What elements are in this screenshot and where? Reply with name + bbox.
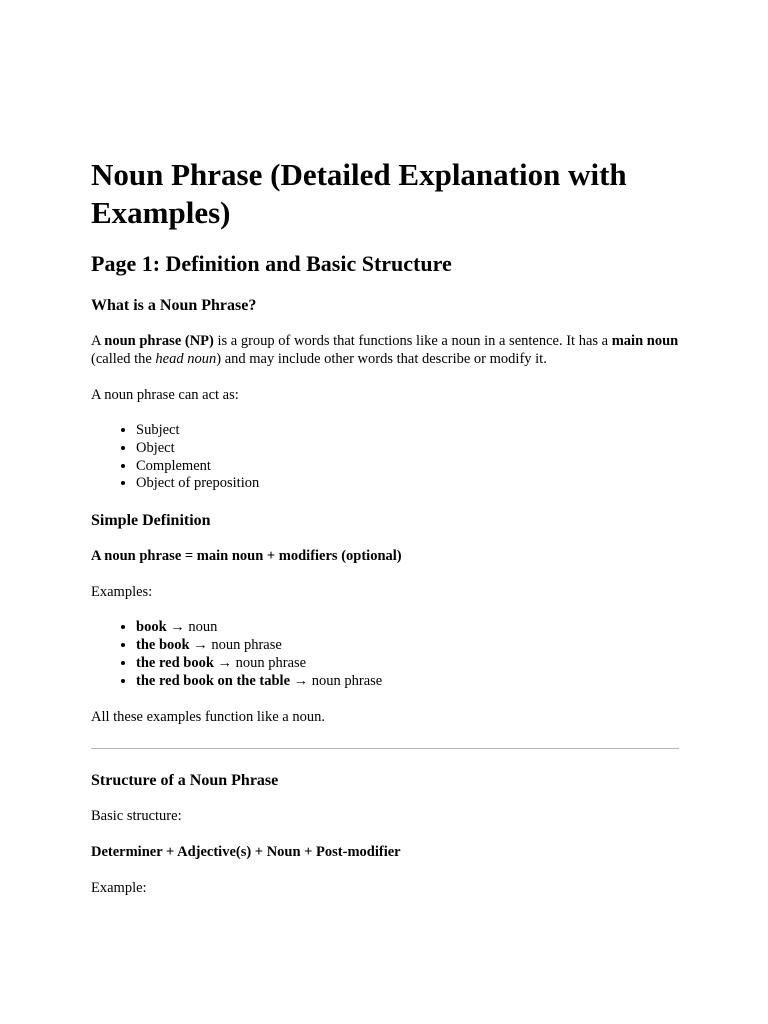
list-item <box>136 655 679 673</box>
example-phrase: the red book <box>136 654 214 671</box>
text-run: (called the <box>91 351 156 367</box>
roles-list <box>91 422 679 493</box>
section-heading-simple-definition: Simple Definition <box>91 512 211 530</box>
examples-note: All these examples function like a noun. <box>91 709 325 726</box>
bold-term-main-noun: main noun <box>611 333 679 349</box>
document-title: Noun Phrase (Detailed Explanation with Examples) <box>91 157 627 230</box>
section-heading-structure: Structure of a Noun Phrase <box>91 772 279 790</box>
example-label: Example: <box>91 880 147 897</box>
formula-text: noun phrase = main noun + modifiers (optional) <box>104 548 402 565</box>
example-type: → noun phrase <box>189 636 282 653</box>
section-divider <box>91 748 679 749</box>
example-phrase: the red book on the table <box>136 672 291 689</box>
list-item <box>136 673 679 691</box>
example-phrase: the book <box>136 636 190 653</box>
document-content <box>91 156 679 915</box>
roles-intro: A noun phrase can act as: <box>91 387 239 403</box>
example-phrase: book <box>136 619 167 636</box>
formula-line <box>91 547 679 565</box>
formula-text: Determiner + Adjective(s) + Noun + Post-modifier <box>91 844 401 861</box>
text-run: ) and may include other words that describe or modify it. <box>216 351 547 367</box>
list-item: • Object <box>136 440 679 458</box>
structure-formula <box>91 843 679 861</box>
page-heading: Page 1: Definition and Basic Structure <box>91 251 452 276</box>
examples-label: Examples: <box>91 584 153 601</box>
section-heading-what-is: What is a Noun Phrase? <box>91 297 257 314</box>
example-type: → noun <box>166 619 218 636</box>
list-item: • Object of preposition <box>136 475 679 493</box>
bold-term-np: noun phrase (NP) <box>104 333 214 349</box>
italic-term-head-noun: head noun <box>155 351 217 367</box>
list-item: • Complement <box>136 458 679 476</box>
text-run: A <box>91 333 105 349</box>
list-item <box>136 637 679 655</box>
list-item: • Subject <box>136 422 679 440</box>
examples-list <box>91 619 679 690</box>
definition-paragraph <box>91 332 679 368</box>
basic-structure-label: Basic structure: <box>91 808 182 825</box>
text-run: A <box>91 548 105 565</box>
example-type: → noun phrase <box>290 672 383 689</box>
list-item <box>136 619 679 637</box>
example-type: → noun phrase <box>213 654 307 671</box>
text-run: is a group of words that functions like a noun in a sentence. It has a <box>213 333 612 349</box>
